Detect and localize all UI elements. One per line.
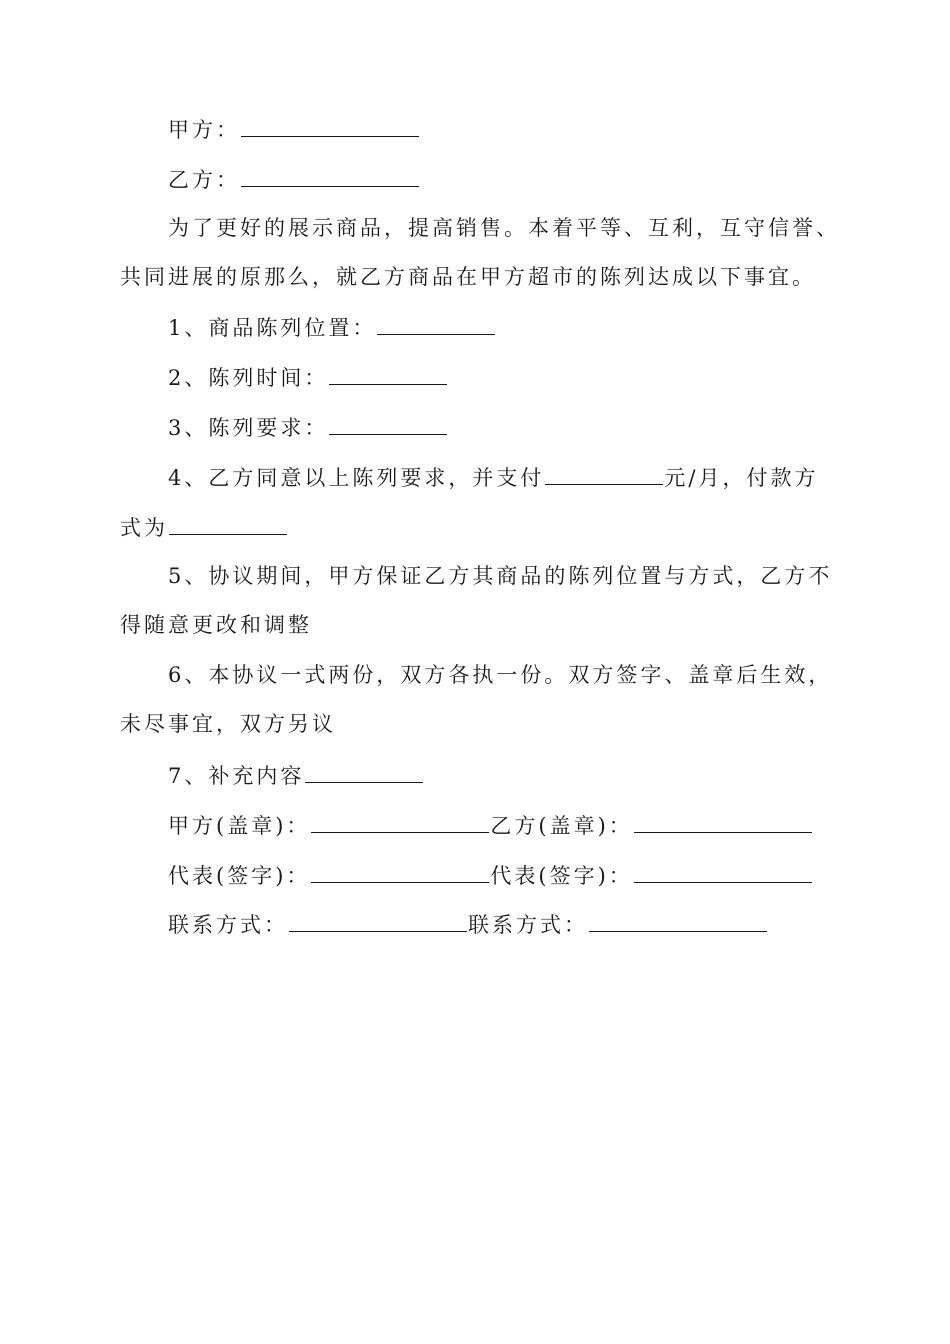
item-4-label-b: 元/月，付款方 xyxy=(664,466,819,490)
item-3-blank[interactable] xyxy=(329,412,447,435)
party-b-blank[interactable] xyxy=(241,164,419,187)
item-4-amount-blank[interactable] xyxy=(545,462,663,485)
item-2-label: 2、陈列时间： xyxy=(168,366,329,390)
contact-b-label: 联系方式： xyxy=(468,913,588,937)
contact-b-blank[interactable] xyxy=(589,909,767,932)
contact-a-label: 联系方式： xyxy=(168,913,288,937)
party-a-label: 甲方： xyxy=(168,118,240,142)
party-b-label: 乙方： xyxy=(168,168,240,192)
item-1-line xyxy=(168,312,496,342)
item-4-label-a: 4、乙方同意以上陈列要求，并支付 xyxy=(168,466,545,490)
contact-a-blank[interactable] xyxy=(289,909,467,932)
item-5-line-2: 得随意更改和调整 xyxy=(120,613,312,637)
rep-a-label: 代表(签字)： xyxy=(168,864,311,888)
seal-b-blank[interactable] xyxy=(634,810,812,833)
item-4-payment-blank[interactable] xyxy=(169,512,287,535)
item-6-line-2: 未尽事宜，双方另议 xyxy=(120,712,336,736)
item-6-line-1: 6、本协议一式两份，双方各执一份。双方签字、盖章后生效， xyxy=(168,663,833,687)
item-2-line xyxy=(168,362,448,392)
item-1-blank[interactable] xyxy=(377,312,495,335)
seal-a-blank[interactable] xyxy=(311,810,489,833)
item-7-blank[interactable] xyxy=(305,760,423,783)
item-2-blank[interactable] xyxy=(329,362,447,385)
item-7-label: 7、补充内容 xyxy=(168,764,305,788)
rep-line xyxy=(168,860,813,890)
item-3-label: 3、陈列要求： xyxy=(168,416,329,440)
item-5-line-1: 5、协议期间，甲方保证乙方其商品的陈列位置与方式，乙方不 xyxy=(168,564,833,588)
seal-a-label: 甲方(盖章)： xyxy=(168,814,311,838)
rep-b-label: 代表(签字)： xyxy=(490,864,633,888)
item-4-line-1 xyxy=(168,462,818,492)
rep-a-blank[interactable] xyxy=(311,860,489,883)
contact-line xyxy=(168,909,768,939)
item-1-label: 1、商品陈列位置： xyxy=(168,316,377,340)
item-7-line xyxy=(168,760,424,790)
item-4-label-c: 式为 xyxy=(120,516,168,540)
intro-line-2: 共同进展的原那么，就乙方商品在甲方超市的陈列达成以下事宜。 xyxy=(120,265,816,289)
item-4-line-2 xyxy=(120,512,288,542)
party-a-line xyxy=(168,114,420,144)
item-3-line xyxy=(168,412,448,442)
rep-b-blank[interactable] xyxy=(634,860,812,883)
party-a-blank[interactable] xyxy=(241,114,419,137)
seal-line xyxy=(168,810,813,840)
intro-line-1: 为了更好的展示商品，提高销售。本着平等、互利，互守信誉、 xyxy=(168,216,840,240)
seal-b-label: 乙方(盖章)： xyxy=(490,814,633,838)
party-b-line xyxy=(168,164,420,194)
